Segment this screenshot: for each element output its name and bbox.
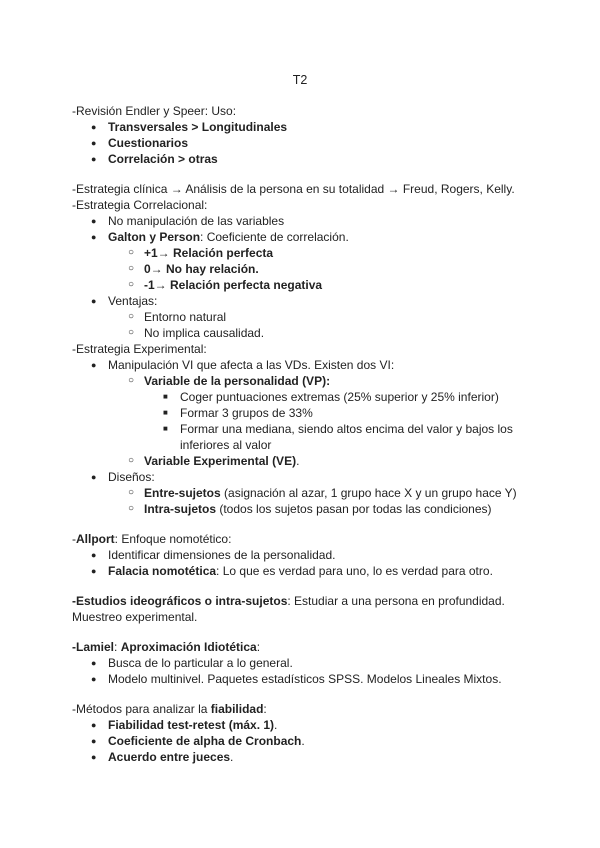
bullet-disc-icon: ● [91, 296, 97, 306]
bullet-circle-icon: ○ [128, 327, 135, 338]
ideograficos-heading: -Estudios ideográficos o intra-sujetos: Estudiar a una persona en profundidad. [72, 594, 505, 608]
list-item: ● Identificar dimensiones de la personalidad. [91, 548, 336, 562]
fiabilidad-heading: -Métodos para analizar la fiabilidad: [72, 702, 267, 716]
correlacional-heading: -Estrategia Correlacional: [72, 198, 208, 212]
bullet-circle-icon: ○ [128, 503, 135, 514]
sub-list-item: ○ No implica causalidad. [128, 326, 265, 340]
bullet-disc-icon: ● [91, 360, 97, 370]
bullet-disc-icon: ● [91, 154, 97, 164]
list-item: ● Falacia nomotética: Lo que es verdad para uno, lo es verdad para otro. [91, 564, 493, 578]
sub-list-item: ○ Variable de la personalidad (VP): [128, 374, 331, 388]
list-item: ● Acuerdo entre jueces. [91, 750, 234, 764]
bullet-square-icon: ■ [163, 408, 168, 417]
lamiel-heading: -Lamiel: Aproximación Idiotética: [72, 640, 261, 654]
clinica-line: -Estrategia clínica → Análisis de la persona en su totalidad → Freud, Rogers, Kelly. [72, 182, 515, 196]
list-item: ● Galton y Person: Coeficiente de correlación. [91, 230, 349, 244]
list-item: ● Transversales > Longitudinales [91, 120, 288, 134]
bullet-disc-icon: ● [91, 138, 97, 148]
sub-list-item: ○ Intra-sujetos (todos los sujetos pasan por todas las condiciones) [128, 502, 492, 516]
bullet-disc-icon: ● [91, 736, 97, 746]
bullet-circle-icon: ○ [128, 375, 135, 386]
sub-sub-list-item: ■ Coger puntuaciones extremas (25% superior y 25% inferior) [163, 390, 499, 404]
bullet-disc-icon: ● [91, 658, 97, 668]
bullet-circle-icon: ○ [128, 311, 135, 322]
list-item: ● Ventajas: [91, 294, 158, 308]
list-item: ● Diseños: [91, 470, 155, 484]
bullet-disc-icon: ● [91, 122, 97, 132]
bullet-disc-icon: ● [91, 232, 97, 242]
list-item: ● Cuestionarios [91, 136, 189, 150]
list-item: ● Busca de lo particular a lo general. [91, 656, 293, 670]
ideograficos-line2: Muestreo experimental. [72, 610, 198, 624]
sub-sub-list-item: ■ Formar 3 grupos de 33% [163, 406, 313, 420]
sub-list-item: ○ 0→ No hay relación. [128, 262, 259, 276]
list-item: ● Manipulación VI que afecta a las VDs. Existen dos VI: [91, 358, 395, 372]
bullet-circle-icon: ○ [128, 263, 135, 274]
sub-sub-list-item-continuation: inferiores al valor [180, 438, 272, 452]
bullet-circle-icon: ○ [128, 455, 135, 466]
bullet-square-icon: ■ [163, 424, 168, 433]
sub-list-item: ○ -1→ Relación perfecta negativa [128, 278, 323, 292]
bullet-disc-icon: ● [91, 752, 97, 762]
experimental-heading: -Estrategia Experimental: [72, 342, 207, 356]
sub-list-item: ○ Variable Experimental (VE). [128, 454, 300, 468]
bullet-disc-icon: ● [91, 674, 97, 684]
document-body [72, 103, 542, 765]
bullet-disc-icon: ● [91, 566, 97, 576]
list-item: ● Correlación > otras [91, 152, 218, 166]
sub-list-item: ○ +1→ Relación perfecta [128, 246, 274, 260]
page-title: T2 [292, 73, 308, 87]
bullet-disc-icon: ● [91, 550, 97, 560]
allport-heading: -Allport: Enfoque nomotético: [72, 532, 232, 546]
bullet-circle-icon: ○ [128, 279, 135, 290]
bullet-disc-icon: ● [91, 216, 97, 226]
list-item: ● Fiabilidad test-retest (máx. 1). [91, 718, 278, 732]
bullet-disc-icon: ● [91, 720, 97, 730]
bullet-circle-icon: ○ [128, 247, 135, 258]
bullet-square-icon: ■ [163, 392, 168, 401]
sub-list-item: ○ Entorno natural [128, 310, 227, 324]
bullet-circle-icon: ○ [128, 487, 135, 498]
sub-list-item: ○ Entre-sujetos (asignación al azar, 1 grupo hace X y un grupo hace Y) [128, 486, 517, 500]
list-item: ● No manipulación de las variables [91, 214, 285, 228]
sub-sub-list-item: ■ Formar una mediana, siendo altos encima del valor y bajos los [163, 422, 513, 436]
list-item: ● Coeficiente de alpha de Cronbach. [91, 734, 305, 748]
bullet-disc-icon: ● [91, 472, 97, 482]
list-item: ● Modelo multinivel. Paquetes estadísticos SPSS. Modelos Lineales Mixtos. [91, 672, 502, 686]
endler-heading: -Revisión Endler y Speer: Uso: [72, 104, 237, 118]
